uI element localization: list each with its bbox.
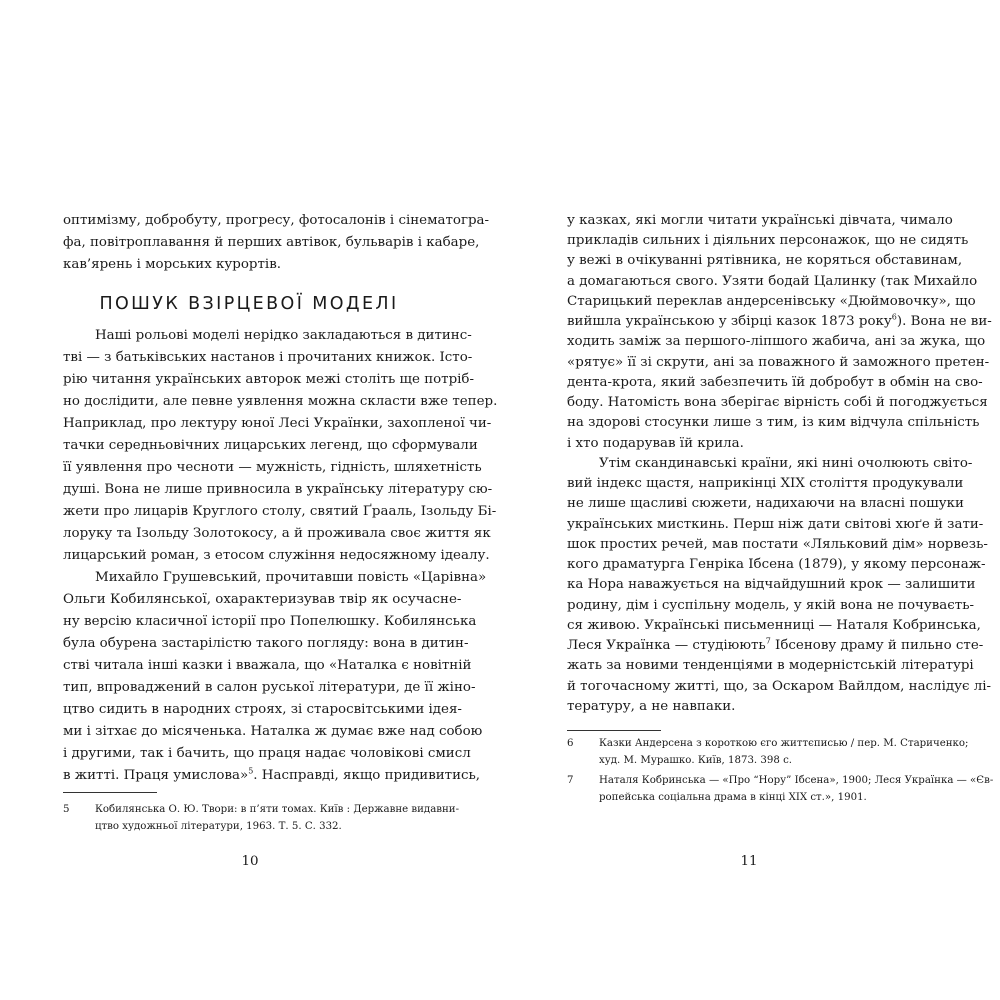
footnote-line: Кобилянська О. Ю. Твори: в п’яти томах. Київ : Державне видавни- xyxy=(95,804,460,815)
body-line: і хто подарував їй крила. xyxy=(567,435,744,451)
page-number: 11 xyxy=(740,854,758,869)
body-line: тві — з батьківських настанов і прочитаних книжок. Істо- xyxy=(63,350,473,365)
body-line: ми і зітхає до місяченька. Наталка ж думає вже над собою xyxy=(63,724,483,739)
body-text: . Насправді, якщо придивитись, xyxy=(253,768,481,783)
body-line: лоруку та Ізольду Золотокосу, а й проживала своє життя як xyxy=(63,526,491,541)
body-line: Старицький переклав андерсенівську «Дюймовочку», що xyxy=(567,293,976,309)
body-line: й тогочасному житті, що, за Оскаром Вайлдом, наслідує лі- xyxy=(567,678,992,694)
body-line: Наші рольові моделі нерідко закладаються в дитинс- xyxy=(95,328,472,343)
footnote-ref[interactable]: 6 xyxy=(891,312,897,322)
body-text: в житті. Праця умислова» xyxy=(63,768,249,783)
body-line: а домагаються свого. Узяти бодай Цалинку (так Михайло xyxy=(567,273,978,289)
body-line: у казках, які могли читати українські дівчата, чимало xyxy=(567,213,953,228)
body-line: но дослідити, але певне уявлення можна скласти вже тепер. xyxy=(63,394,498,409)
body-line: ся живою. Українські письменниці — Наталя Кобринська, xyxy=(567,617,981,633)
footnote-ref[interactable]: 7 xyxy=(765,636,771,646)
body-line: і другими, так і бачить, що праця надає чоловікові смисл xyxy=(63,746,471,761)
section-heading: ПОШУК ВЗІРЦЕВОЇ МОДЕЛІ xyxy=(99,294,399,314)
body-line: жать за новими тенденціями в модерністській літературі xyxy=(567,658,974,674)
body-line: оптимізму, добробуту, прогресу, фотосалонів і сінематогра- xyxy=(63,213,490,228)
body-line: душі. Вона не лише привносила в українську літературу сю- xyxy=(63,482,493,497)
footnote-line: цтво художньої літератури, 1963. Т. 5. С. 332. xyxy=(95,821,342,832)
body-line: жети про лицарів Круглого столу, святий Ґрааль, Ізольду Бі- xyxy=(63,504,497,519)
body-text: ). Вона не ви- xyxy=(896,314,992,330)
footnote-line: Казки Андерсена з короткою єго життєписью / пер. М. Стариченко; xyxy=(599,738,969,749)
footnote-ref[interactable]: 5 xyxy=(248,766,254,776)
footnote-line: худ. М. Мурашко. Київ, 1873. 398 с. xyxy=(599,755,793,766)
body-line: кав’ярень і морських курортів. xyxy=(63,257,281,272)
body-line: українських мисткинь. Перш ніж дати світові хюґе й зати- xyxy=(567,516,984,532)
body-line: рію читання українських авторок межі століть ще потріб- xyxy=(63,372,475,387)
body-line: цтво сидить в народних строях, зі старосвітськими ідея- xyxy=(63,702,462,717)
body-line xyxy=(567,311,992,333)
body-line: боду. Натомість вона зберігає вірність собі й погоджується xyxy=(567,395,988,411)
body-line: прикладів сильних і діяльних персонажок, що не сидять xyxy=(567,233,969,249)
footnote-line: ропейська соціальна драма в кінці XIX ст.», 1901. xyxy=(599,792,867,803)
body-line: кого драматурга Генріка Ібсена (1879), у якому персонаж- xyxy=(567,557,986,573)
footnote-number: 6 xyxy=(567,738,574,749)
body-line: дента-крота, який забезпечить їй добробут в обмін на сво- xyxy=(567,374,983,390)
body-line: тип, впроваджений в салон руської літератури, де її жіно- xyxy=(63,680,476,695)
body-line: лицарський роман, з етосом служіння недосяжному ідеалу. xyxy=(63,548,490,563)
footnote-divider xyxy=(63,792,157,793)
body-line: ка Нора наважується на відчайдушний крок — залишити xyxy=(567,577,976,593)
footnote-number: 7 xyxy=(567,775,574,786)
body-text: Леся Українка — студіюють xyxy=(567,638,766,654)
body-line: Утім скандинавські країни, які нині очолюють світо- xyxy=(599,455,973,471)
body-line: шок простих речей, мав постати «Ляльковий дім» норвезь- xyxy=(567,536,988,552)
body-line: родину, дім і суспільну модель, у якій вона не почуваєть- xyxy=(567,597,975,613)
body-line: на здорові стосунки лише з тим, із ким відчула спільність xyxy=(567,415,980,431)
body-line xyxy=(567,635,984,657)
body-line: ходить заміж за першого-ліпшого жабича, ані за жука, що xyxy=(567,334,986,350)
body-line: у вежі в очікуванні рятівника, не коряться обставинам, xyxy=(567,253,963,269)
body-line: була обурена застарілістю такого погляду: вона в дитин- xyxy=(63,636,469,651)
body-line: не лише щасливі сюжети, надихаючи на власні пошуки xyxy=(567,496,964,512)
body-text: вийшла українською у збірці казок 1873 року xyxy=(567,314,892,330)
body-line: стві читала інші казки і вважала, що «Наталка є новітній xyxy=(63,658,472,673)
body-line: Наприклад, про лектуру юної Лесі Українки, захопленої чи- xyxy=(63,416,492,431)
body-line: тачки середньовічних лицарських легенд, що сформували xyxy=(63,438,478,453)
body-line: вий індекс щастя, наприкінці XIX століття продукували xyxy=(567,476,964,492)
right-page xyxy=(567,0,994,1000)
body-line: «рятує» її зі скрути, ані за поважного й заможного претен- xyxy=(567,354,990,370)
body-line: Ольги Кобилянської, охарактеризував твір як осучасне- xyxy=(63,592,462,607)
body-line: Михайло Грушевський, прочитавши повість «Царівна» xyxy=(95,570,487,585)
footnote-line: Наталя Кобринська — «Про “Нору” Ібсена», 1900; Леся Українка — «Єв- xyxy=(599,775,994,786)
body-line: ну версію класичної історії про Попелюшку. Кобилянська xyxy=(63,614,477,629)
footnote-divider xyxy=(567,730,661,731)
body-line: її уявлення про чесноти — мужність, гідність, шляхетність xyxy=(63,460,482,475)
body-line: фа, повітроплавання й перших автівок, бульварів і кабаре, xyxy=(63,235,480,250)
left-page xyxy=(63,0,498,1000)
body-line: тературу, а не навпаки. xyxy=(567,698,736,714)
footnote-number: 5 xyxy=(63,804,70,815)
body-text: Ібсенову драму й пильно сте- xyxy=(770,638,984,654)
page-number: 10 xyxy=(241,854,259,869)
body-line xyxy=(63,765,481,787)
